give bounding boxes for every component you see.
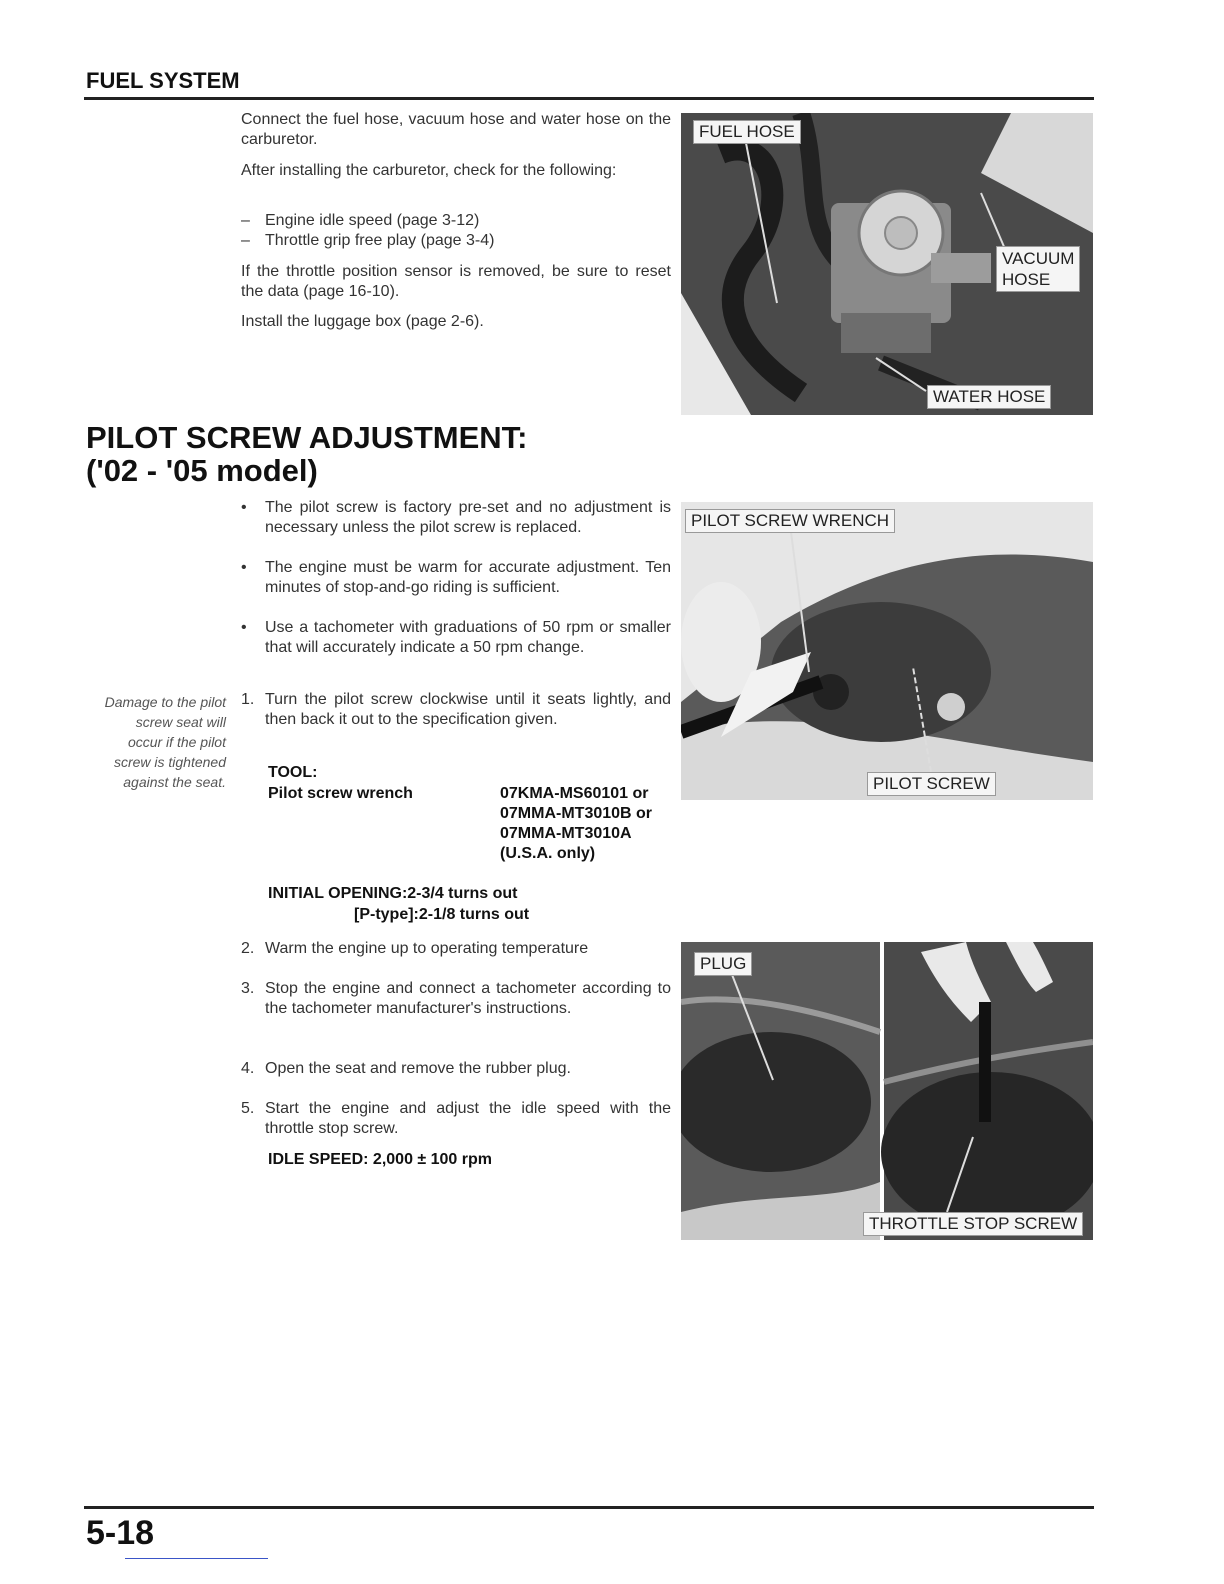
pilot-screw-photo-illustration [681,502,1093,800]
tool-part-line: 07KMA-MS60101 or [500,785,649,802]
step-text: Start the engine and adjust the idle speed with the throttle stop screw. [265,1100,671,1137]
check-item [241,211,671,231]
tool-heading: TOOL: [268,764,318,781]
fuel-hose-label: FUEL HOSE [693,120,801,144]
check-item [241,231,671,251]
tool-part-line: 07MMA-MT3010A [500,825,632,842]
idle-speed-value: 2,000 ± 100 rpm [372,1151,492,1168]
check-item-text: Engine idle speed (page 3-12) [265,212,480,229]
pilot-screw-wrench-label: PILOT SCREW WRENCH [685,509,895,533]
install-paragraph-2: After installing the carburetor, check for the following: [241,162,617,179]
initial-opening-label: INITIAL OPENING: [268,885,408,902]
step-item [241,1059,671,1079]
step-item [241,939,671,959]
bullet-mark: • [241,499,247,516]
step-number: 2. [241,940,255,957]
step-number: 4. [241,1060,255,1077]
idle-speed-label: IDLE SPEED: [268,1151,369,1168]
section-title-line2: ('02 - '05 model) [86,453,318,488]
note-item [241,498,671,538]
footer-rule [84,1506,1094,1509]
step-item [241,979,671,1019]
carburetor-hoses-photo [681,113,1093,415]
note-item [241,558,671,598]
footer-link-underline [125,1558,268,1559]
step-text: Open the seat and remove the rubber plug. [265,1060,571,1077]
install-paragraph-1: Connect the fuel hose, vacuum hose and water hose on the carburetor. [241,111,671,148]
step-number: 1. [241,691,255,708]
header-rule [84,97,1094,100]
page-number: 5-18 [86,1514,155,1552]
pilot-screw-photo [681,502,1093,800]
section-title [86,421,527,487]
side-note-line: screw seat will [135,714,226,730]
note-item [241,618,671,658]
note-text: The pilot screw is factory pre-set and no adjustment is necessary unless the pilot screw is replaced. [265,499,671,536]
section-title-line1: PILOT SCREW ADJUSTMENT: [86,420,528,455]
tool-part-numbers [500,784,652,864]
tool-name: Pilot screw wrench [268,785,413,802]
vacuum-hose-label-line1: VACUUM [1002,249,1075,268]
plug-label: PLUG [694,952,752,976]
side-note-line: screw is tightened [113,754,226,770]
step-text: Turn the pilot screw clockwise until it seats lightly, and then back it out to the specification given. [265,691,671,728]
side-note-line: occur if the pilot [127,734,226,750]
bullet-mark: • [241,619,247,636]
tool-part-line: 07MMA-MT3010B or [500,805,653,822]
throttle-stop-screw-label: THROTTLE STOP SCREW [863,1212,1083,1236]
step-number: 3. [241,980,255,997]
vacuum-hose-label [996,246,1080,292]
pilot-screw-label: PILOT SCREW [867,772,996,796]
plug-throttle-photo-illustration [681,942,1093,1240]
step-item [241,1099,671,1139]
step-number: 5. [241,1100,255,1117]
step-item [241,690,671,730]
caution-side-note [70,692,226,792]
dash-mark: – [241,232,250,249]
install-paragraph-3: If the throttle position sensor is removed, be sure to reset the data (page 16-10). [241,263,671,300]
step-text: Stop the engine and connect a tachometer according to the tachometer manufacturer's instructions. [265,980,671,1017]
vacuum-hose-label-line2: HOSE [1002,270,1051,289]
initial-opening-ptype: [P-type]:2-1/8 turns out [354,906,530,923]
section-header: FUEL SYSTEM [86,68,240,93]
side-note-line: against the seat. [123,774,226,790]
water-hose-label: WATER HOSE [927,385,1051,409]
tool-part-line: (U.S.A. only) [500,845,596,862]
plug-throttle-photo [681,942,1093,1240]
check-item-text: Throttle grip free play (page 3-4) [265,232,495,249]
bullet-mark: • [241,559,247,576]
initial-opening-value: 2-3/4 turns out [407,885,518,902]
install-paragraph-4: Install the luggage box (page 2-6). [241,313,484,330]
idle-speed-spec [268,1150,492,1170]
side-note-line: Damage to the pilot [104,694,226,710]
note-text: The engine must be warm for accurate adjustment. Ten minutes of stop-and-go riding is sufficient. [265,559,671,596]
initial-opening-spec [268,884,518,904]
note-text: Use a tachometer with graduations of 50 rpm or smaller that will accurately indicate a 50 rpm change. [265,619,671,656]
dash-mark: – [241,212,250,229]
step-text: Warm the engine up to operating temperature [265,940,589,957]
